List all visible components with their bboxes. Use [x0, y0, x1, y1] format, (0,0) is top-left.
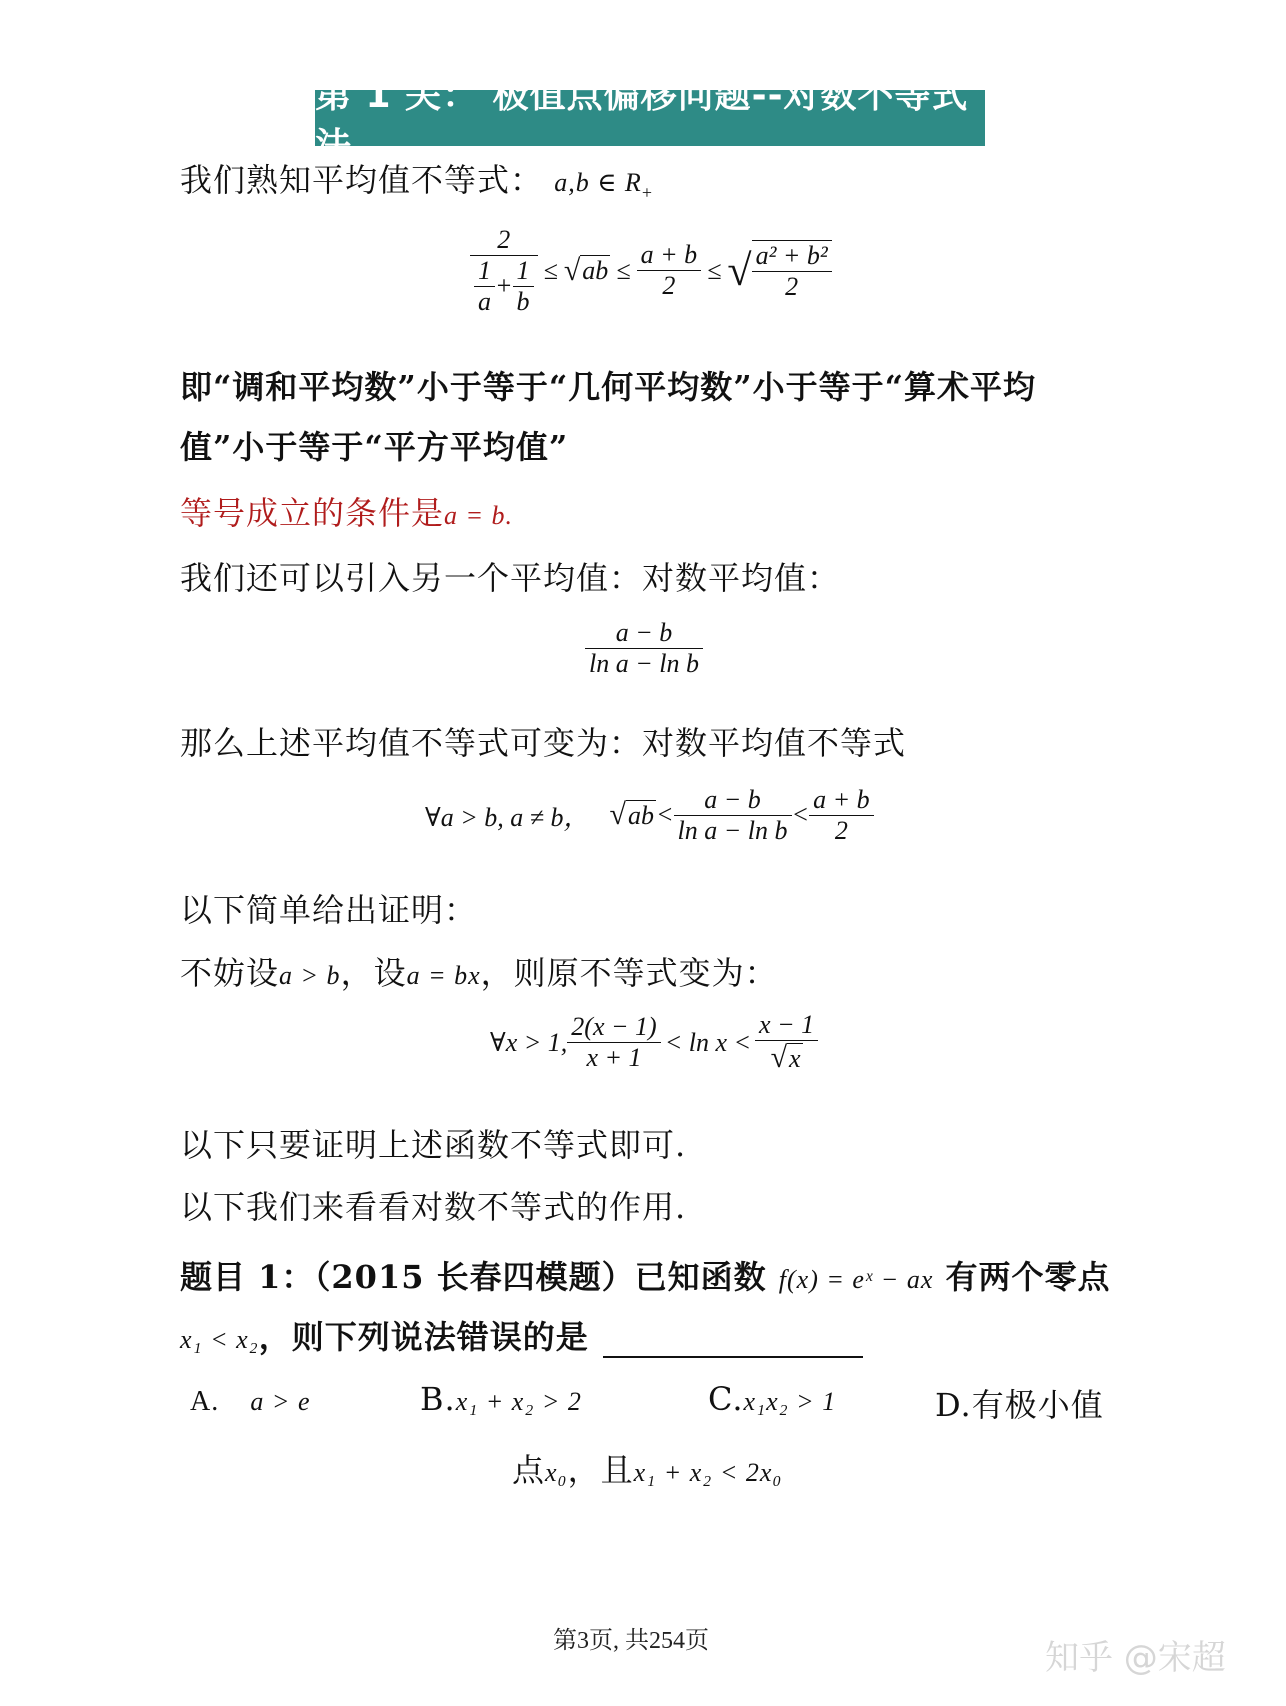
page-footer: 第3页, 共254页 — [553, 1628, 709, 1654]
watermark: 知乎 @宋超 — [1045, 1638, 1226, 1678]
function-inequality-formula: ∀x > 1, $\frac{2(x - 1)}{x + 1}$ < ln x < $\frac{x - 1}{√x}$ — [490, 1010, 818, 1075]
sqrt-symbol: √ — [727, 246, 752, 296]
sqrt-symbol: √ — [770, 1040, 788, 1074]
option-b: B.x₁ + x₂ > 2 — [420, 1380, 582, 1418]
option-c: C.x₁x₂ > 1 — [708, 1380, 837, 1418]
mean-inequality-formula: 2 $\frac{1}{a}$ + $\frac{1}{b}$ ≤ √ ab ≤ $\frac{a + b}{2}$ ≤ √ $\frac{\text{a² + b²}}{2}$ — [470, 225, 832, 317]
log-mean-intro: 我们还可以引入另一个平均值：对数平均值： — [180, 559, 841, 597]
mean-inequality-intro: 我们熟知平均值不等式： a,b ∈ $R_+$ — [180, 161, 653, 203]
substitution-line: 不妨设a > b，设a = bx，则原不等式变为： — [180, 954, 778, 992]
set-condition: a,b ∈ R — [554, 168, 642, 197]
harmonic-mean: 2 $\frac{1}{a}$ + $\frac{1}{b}$ — [470, 225, 538, 317]
proof-intro: 以下简单给出证明： — [180, 891, 478, 929]
mean-explanation-line1: 即“调和平均数”小于等于“几何平均数”小于等于“算术平均 — [180, 368, 1037, 406]
mean-explanation-line2: 值”小于等于“平方平均值” — [180, 428, 569, 466]
application-intro: 以下我们来看看对数不等式的作用. — [180, 1188, 687, 1226]
log-mean-formula: $\frac{a - b}{\text{ln a − ln b}}$ — [585, 618, 703, 679]
equality-condition: 等号成立的条件是a = b. — [180, 494, 514, 532]
question-1-line1: 题目 1：（2015 长春四模题）已知函数 f(x) = eˣ − ax 有两个零点 — [180, 1258, 1111, 1296]
option-d-continued: 点x₀，且x₁ + x₂ < 2x₀ — [512, 1451, 783, 1489]
proof-goal: 以下只要证明上述函数不等式即可. — [180, 1126, 687, 1164]
page-title: 第 1 关： 极值点偏移问题--对数不等式法 — [315, 90, 985, 146]
arithmetic-mean: $\frac{a + b}{2}$ — [637, 240, 702, 301]
question-1-line2: x₁ < x₂，则下列说法错误的是 — [180, 1312, 863, 1358]
option-d: D.有极小值 — [935, 1386, 1104, 1424]
geometric-mean: ab — [582, 256, 609, 286]
quadratic-mean: $\frac{\text{a² + b²}}{2}$ — [752, 240, 832, 302]
sqrt-symbol: √ — [609, 798, 626, 832]
answer-blank — [603, 1326, 863, 1358]
log-mean-inequality-intro: 那么上述平均值不等式可变为：对数平均值不等式 — [180, 724, 907, 762]
option-a: A. a > e — [190, 1386, 311, 1417]
sqrt-symbol: √ — [563, 253, 581, 287]
log-mean-inequality-formula: ∀a > b, a ≠ b， √ ab < $\frac{a - b}{\text{ln a − ln b}}$ < $\frac{a + b}{2}$ — [425, 785, 874, 846]
